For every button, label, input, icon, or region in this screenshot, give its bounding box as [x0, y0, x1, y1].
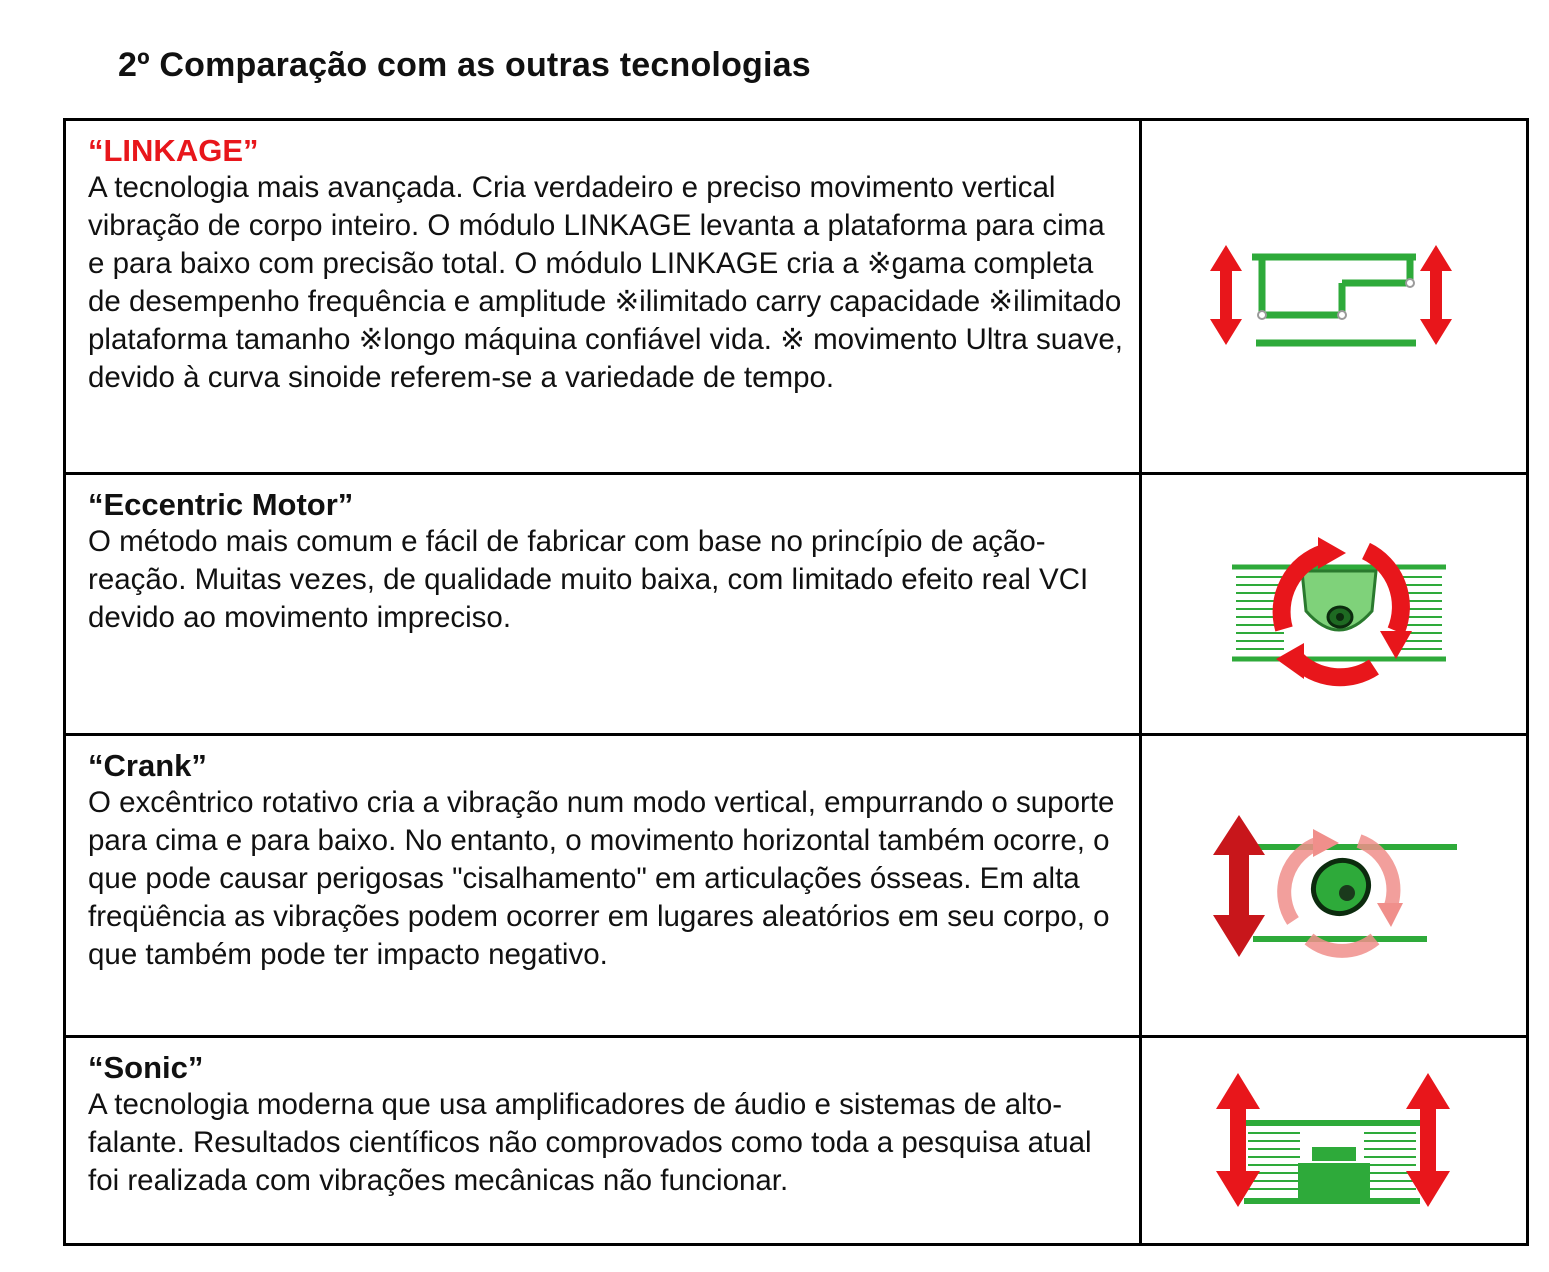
linkage-image-cell: [1141, 120, 1528, 474]
sonic-title: “Sonic”: [88, 1050, 204, 1085]
page-title: 2º Comparação com as outras tecnologias: [118, 46, 811, 84]
comparison-table: [63, 118, 1529, 1246]
eccentric-motor-description: O método mais comum e fácil de fabricar com base no princípio de ação-reação. Muitas vezes, de qualidade muito baixa, com limitado efeito real VCI devido ao movimento impreciso.: [88, 525, 1089, 634]
eccentric-motor-diagram-icon: [1214, 519, 1454, 689]
table-row-linkage: [65, 120, 1528, 474]
eccentric-motor-title: “Eccentric Motor”: [88, 487, 354, 522]
linkage-diagram-icon: [1204, 237, 1464, 357]
eccentric-motor-image-cell: [1141, 474, 1528, 735]
crank-text-cell: [65, 735, 1141, 1037]
crank-title: “Crank”: [88, 748, 207, 783]
table-row-eccentric-motor: [65, 474, 1528, 735]
linkage-title: “LINKAGE”: [88, 133, 259, 168]
eccentric-motor-text-cell: [65, 474, 1141, 735]
table-row-crank: [65, 735, 1528, 1037]
crank-description: O excêntrico rotativo cria a vibração num modo vertical, empurrando o suporte para cima e para baixo. No entanto, o movimento horizontal também ocorre, o que pode causar perigosas "cisalhamento" em articulações ósseas. Em alta freqüência as vibrações podem ocorrer em lugares aleatórios em seu corpo, o que também pode ter impacto negativo.: [88, 786, 1115, 971]
sonic-diagram-icon: [1214, 1071, 1454, 1211]
table-row-sonic: [65, 1037, 1528, 1245]
sonic-image-cell: [1141, 1037, 1528, 1245]
linkage-description: A tecnologia mais avançada. Cria verdadeiro e preciso movimento vertical vibração de corpo inteiro. O módulo LINKAGE levanta a plataforma para cima e para baixo com precisão total. O módulo LINKAGE cria a ※gama completa de desempenho frequência e amplitude ※ilimitado carry capacidade ※ilimitado plataforma tamanho ※longo máquina confiável vida. ※ movimento Ultra suave, devido à curva sinoide referem-se a variedade de tempo.: [88, 171, 1123, 394]
sonic-description: A tecnologia moderna que usa amplificadores de áudio e sistemas de alto-falante. Resultados científicos não comprovados como toda a pesquisa atual foi realizada com vibrações mecânicas não funcionar.: [88, 1088, 1092, 1197]
crank-diagram-icon: [1209, 811, 1459, 961]
linkage-text-cell: [65, 120, 1141, 474]
sonic-text-cell: [65, 1037, 1141, 1245]
crank-image-cell: [1141, 735, 1528, 1037]
